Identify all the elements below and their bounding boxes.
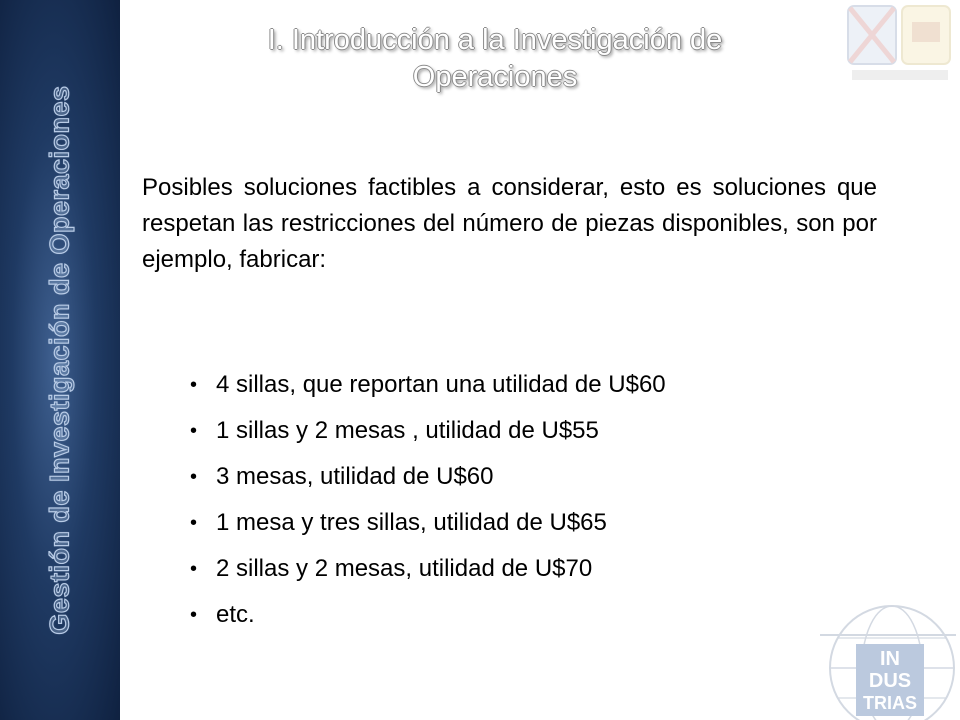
list-item — [190, 464, 830, 510]
watermark-letters-2: DUS — [868, 670, 912, 692]
watermark-letters-1: IN — [880, 648, 900, 670]
intro-paragraph: Posibles soluciones factibles a considerar, esto es soluciones que respetan las restricciones del número de piezas disponibles, son por ejemplo, fabricar: — [142, 174, 877, 273]
bullet-icon: • — [190, 604, 198, 626]
sidebar — [0, 0, 120, 720]
watermark-letters-3: TRIAS — [863, 693, 917, 713]
bullet-icon: • — [190, 558, 198, 580]
slide-title-line-1: I. Introducción a la Investigación de — [267, 24, 723, 56]
list-item — [190, 418, 830, 464]
slide-title-line-2: Operaciones — [412, 61, 578, 93]
list-item-text: 1 mesa y tres sillas, utilidad de U$65 — [216, 509, 607, 536]
university-crest-logo — [842, 2, 956, 88]
bullet-icon: • — [190, 512, 198, 534]
solutions-list — [190, 372, 830, 648]
bullet-icon: • — [190, 466, 198, 488]
slide-title — [130, 22, 860, 96]
list-item-text: etc. — [216, 601, 255, 628]
bullet-icon: • — [190, 374, 198, 396]
industrias-watermark-logo — [812, 598, 960, 720]
bullet-icon: • — [190, 420, 198, 442]
list-item — [190, 556, 830, 602]
list-item-text: 3 mesas, utilidad de U$60 — [216, 463, 494, 490]
list-item — [190, 372, 830, 418]
list-item-text: 4 sillas, que reportan una utilidad de U$60 — [216, 371, 666, 398]
list-item — [190, 510, 830, 556]
list-item — [190, 602, 830, 648]
list-item-text: 1 sillas y 2 mesas , utilidad de U$55 — [216, 417, 599, 444]
list-item-text: 2 sillas y 2 mesas, utilidad de U$70 — [216, 555, 593, 582]
sidebar-title: Gestión de Investigación de Operaciones — [44, 85, 75, 635]
